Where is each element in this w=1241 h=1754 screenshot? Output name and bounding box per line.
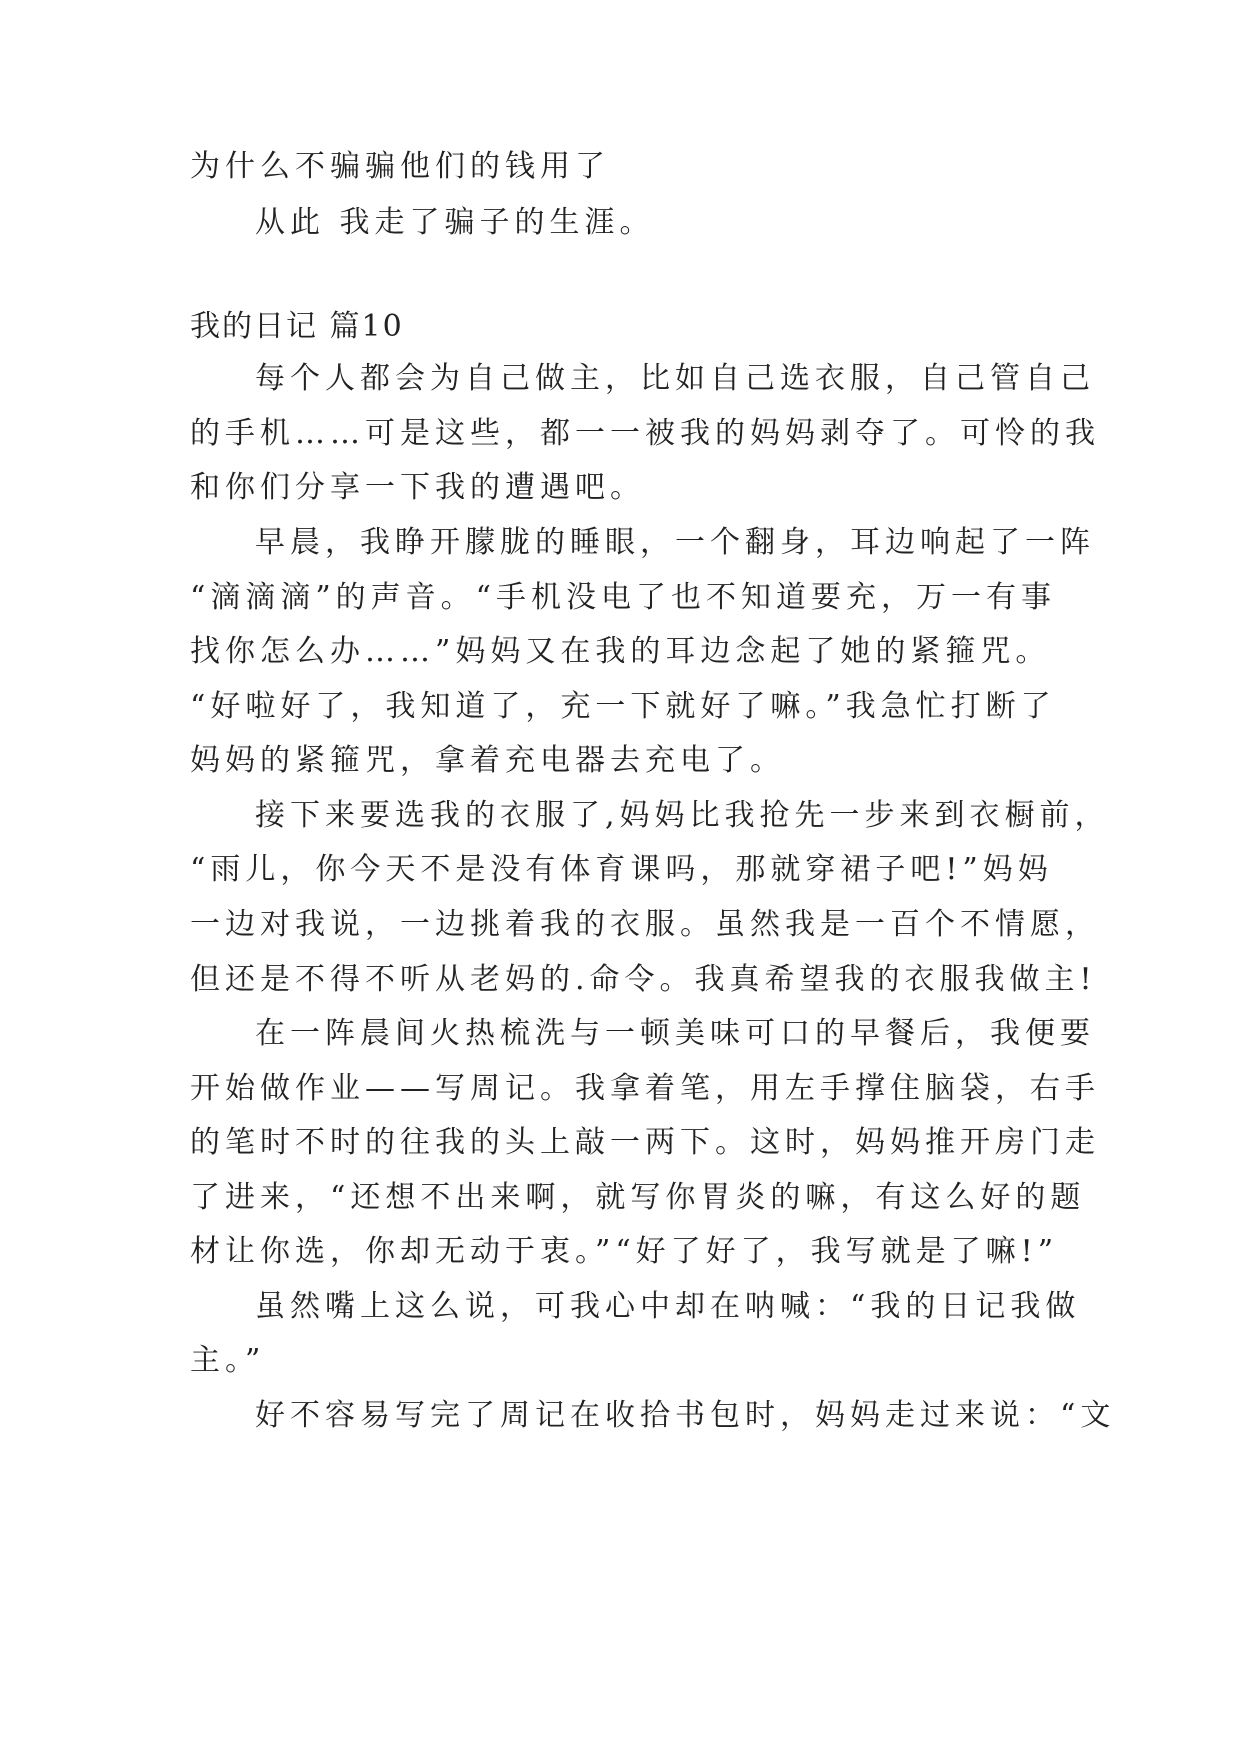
text-line: 开始做作业——写周记。我拿着笔，用左手撑住脑袋，右手	[190, 1071, 1100, 1106]
text-line: “雨儿，你今天不是没有体育课吗，那就穿裙子吧!”妈妈	[190, 852, 1053, 887]
text-line: 从此 我走了骗子的生涯。	[255, 205, 655, 240]
text-line: 的笔时不时的往我的头上敲一两下。这时，妈妈推开房门走	[190, 1125, 1100, 1160]
section-heading: 我的日记 篇10	[190, 309, 404, 344]
text-line: 一边对我说，一边挑着我的衣服。虽然我是一百个不情愿，	[190, 907, 1100, 942]
text-line: “滴滴滴”的声音。“手机没电了也不知道要充，万一有事	[190, 580, 1057, 615]
text-line: 好不容易写完了周记在收拾书包时，妈妈走过来说：“文	[255, 1398, 1116, 1433]
text-line: 早晨，我睁开朦胧的睡眼，一个翻身，耳边响起了一阵	[255, 525, 1095, 560]
text-line: 的手机……可是这些，都一一被我的妈妈剥夺了。可怜的我	[190, 416, 1100, 451]
text-line: “好啦好了，我知道了，充一下就好了嘛。”我急忙打断了	[190, 689, 1056, 724]
text-line: 但还是不得不听从老妈的.命令。我真希望我的衣服我做主!	[190, 962, 1097, 997]
text-line: 接下来要选我的衣服了,妈妈比我抢先一步来到衣橱前，	[255, 798, 1110, 833]
text-line: 和你们分享一下我的遭遇吧。	[190, 470, 645, 505]
text-line: 妈妈的紧箍咒，拿着充电器去充电了。	[190, 743, 785, 778]
text-line: 为什么不骗骗他们的钱用了	[190, 149, 610, 184]
text-line: 找你怎么办……”妈妈又在我的耳边念起了她的紧箍咒。	[190, 634, 1051, 669]
text-line: 主。”	[190, 1343, 266, 1378]
text-line: 材让你选，你却无动于衷。”“好了好了，我写就是了嘛!”	[190, 1234, 1059, 1269]
text-line: 了进来，“还想不出来啊，就写你胃炎的嘛，有这么好的题	[190, 1180, 1086, 1215]
text-line: 每个人都会为自己做主，比如自己选衣服，自己管自己	[255, 361, 1095, 396]
text-line: 虽然嘴上这么说，可我心中却在呐喊：“我的日记我做	[255, 1289, 1081, 1324]
text-line: 在一阵晨间火热梳洗与一顿美味可口的早餐后，我便要	[255, 1016, 1095, 1051]
